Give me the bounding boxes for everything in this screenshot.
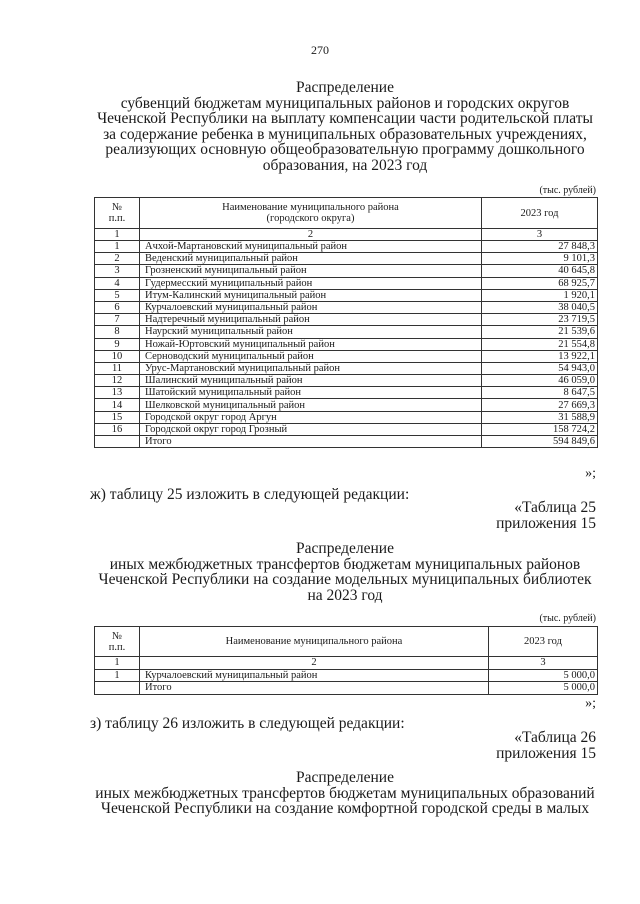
total-label: Итого: [140, 682, 489, 695]
header-year: 2023 год: [482, 198, 598, 229]
table-row: [95, 375, 598, 387]
row-value: 31 588,9: [482, 411, 598, 423]
header-number: [95, 198, 140, 229]
row-name: Наурский муниципальный район: [140, 326, 482, 338]
section2-heading: [90, 541, 600, 603]
header-name-line: Наименование муниципального района: [222, 202, 399, 213]
total-number: [95, 682, 140, 695]
header-year: 2023 год: [489, 627, 598, 657]
row-value: 54 943,0: [482, 362, 598, 374]
column-number: 3: [482, 229, 598, 241]
table-row: [95, 253, 598, 265]
row-value: 1 920,1: [482, 289, 598, 301]
table-row: [95, 241, 598, 253]
header-number-line: №: [111, 202, 123, 213]
row-value: 38 040,5: [482, 301, 598, 313]
row-number: 8: [95, 326, 140, 338]
column-number: 2: [140, 229, 482, 241]
library-transfer-table: [94, 626, 598, 695]
header-number-line: п.п.: [108, 213, 126, 224]
row-name: Ножай-Юртовский муниципальный район: [140, 338, 482, 350]
row-number: 2: [95, 253, 140, 265]
header-number-line: п.п.: [108, 641, 126, 653]
header-name: Наименование муниципального района: [140, 627, 489, 657]
heading-line: реализующих основную общеобразовательную программу дошкольного: [105, 141, 585, 159]
row-number: 12: [95, 375, 140, 387]
row-number: 1: [95, 669, 140, 682]
section1-heading: [90, 80, 600, 174]
table-row: [95, 326, 598, 338]
heading-line: иных межбюджетных трансфертов бюджетам муниципальных районов: [109, 555, 581, 573]
column-number-row: [95, 657, 598, 670]
table-row: [95, 387, 598, 399]
row-value: 27 848,3: [482, 241, 598, 253]
table-row: [95, 301, 598, 313]
row-number: 1: [95, 241, 140, 253]
row-number: 6: [95, 301, 140, 313]
row-name: Итум-Калинский муниципальный район: [140, 289, 482, 301]
row-name: Шелковской муниципальный район: [140, 399, 482, 411]
row-name: Веденский муниципальный район: [140, 253, 482, 265]
header-name-line: (городского округа): [266, 213, 355, 224]
table-ref-line: «Таблица 25: [514, 499, 596, 516]
row-name: Серноводский муниципальный район: [140, 350, 482, 362]
header-number: [95, 627, 140, 657]
units-label: (тыс. рублей): [539, 613, 596, 624]
header-name: [140, 198, 482, 229]
page-number: 270: [311, 43, 329, 57]
table-ref-line: приложения 15: [496, 514, 596, 532]
row-value: 23 719,5: [482, 314, 598, 326]
table-row: [95, 338, 598, 350]
table-row: [95, 669, 598, 682]
table-row: [95, 265, 598, 277]
closing-quote: »;: [585, 466, 596, 481]
row-name: Шалинский муниципальный район: [140, 375, 482, 387]
heading-line: за содержание ребенка в муниципальных образовательных учреждениях,: [103, 125, 587, 143]
table-row: [95, 362, 598, 374]
row-value: 13 922,1: [482, 350, 598, 362]
heading-line: образования, на 2023 год: [262, 156, 428, 174]
table-header-row: [95, 198, 598, 229]
row-name: Надтеречный муниципальный район: [140, 314, 482, 326]
table-ref-line: приложения 15: [496, 744, 596, 762]
heading-line: Распределение: [296, 769, 394, 786]
row-value: 46 059,0: [482, 375, 598, 387]
total-label: Итого: [140, 436, 482, 448]
table-row: [95, 314, 598, 326]
row-name: Ачхой-Мартановский муниципальный район: [140, 241, 482, 253]
table-row: [95, 399, 598, 411]
row-number: 5: [95, 289, 140, 301]
table-row: [95, 289, 598, 301]
table-row: [95, 277, 598, 289]
row-value: 68 925,7: [482, 277, 598, 289]
row-value: 40 645,8: [482, 265, 598, 277]
row-name: Гудермесский муниципальный район: [140, 277, 482, 289]
row-name: Урус-Мартановский муниципальный район: [140, 362, 482, 374]
row-value: 5 000,0: [489, 669, 598, 682]
row-number: 13: [95, 387, 140, 399]
amendment-paragraph-z: з) таблицу 26 изложить в следующей редакции:: [90, 715, 405, 732]
row-value: 21 539,6: [482, 326, 598, 338]
table-row: [95, 350, 598, 362]
total-value: 5 000,0: [489, 682, 598, 695]
header-number-line: №: [111, 630, 123, 642]
section3-heading: [90, 770, 600, 817]
row-name: Грозненский муниципальный район: [140, 265, 482, 277]
closing-quote: »;: [585, 696, 596, 711]
table-ref-line: «Таблица 26: [514, 729, 596, 746]
row-number: 11: [95, 362, 140, 374]
heading-line: Чеченской Республики на создание модельных муниципальных библиотек: [98, 571, 592, 589]
heading-line: на 2023 год: [307, 586, 383, 604]
table-26-reference: [496, 730, 596, 761]
row-name: Курчалоевский муниципальный район: [140, 669, 489, 682]
amendment-paragraph-zh: ж) таблицу 25 изложить в следующей редакции:: [90, 486, 410, 503]
column-number: 2: [140, 657, 489, 670]
table-row: [95, 423, 598, 435]
row-value: 27 669,3: [482, 399, 598, 411]
column-number: 3: [489, 657, 598, 670]
row-number: 15: [95, 411, 140, 423]
row-number: 7: [95, 314, 140, 326]
column-number: 1: [95, 657, 140, 670]
table-25-reference: [496, 500, 596, 531]
row-number: 16: [95, 423, 140, 435]
total-number: [95, 436, 140, 448]
table-row: [95, 411, 598, 423]
table-header-row: [95, 627, 598, 657]
heading-line: иных межбюджетных трансфертов бюджетам муниципальных образований: [95, 784, 595, 802]
total-row: [95, 436, 598, 448]
row-value: 8 647,5: [482, 387, 598, 399]
row-number: 3: [95, 265, 140, 277]
row-number: 9: [95, 338, 140, 350]
total-row: [95, 682, 598, 695]
units-label: (тыс. рублей): [539, 185, 596, 196]
column-number-row: [95, 229, 598, 241]
row-name: Городской округ город Аргун: [140, 411, 482, 423]
row-number: 4: [95, 277, 140, 289]
row-value: 21 554,8: [482, 338, 598, 350]
row-name: Городской округ город Грозный: [140, 423, 482, 435]
heading-line: Распределение: [296, 540, 394, 557]
row-number: 14: [95, 399, 140, 411]
row-name: Шатойский муниципальный район: [140, 387, 482, 399]
total-value: 594 849,6: [482, 436, 598, 448]
heading-line: Распределение: [296, 79, 394, 96]
row-value: 9 101,3: [482, 253, 598, 265]
heading-line: субвенций бюджетам муниципальных районов и городских округов: [120, 94, 570, 112]
row-value: 158 724,2: [482, 423, 598, 435]
heading-line: Чеченской Республики на выплату компенсации части родительской платы: [97, 110, 593, 128]
row-name: Курчалоевский муниципальный район: [140, 301, 482, 313]
subvention-table: [94, 197, 598, 448]
heading-line: Чеченской Республики на создание комфортной городской среды в малых: [100, 800, 590, 818]
row-number: 10: [95, 350, 140, 362]
column-number: 1: [95, 229, 140, 241]
